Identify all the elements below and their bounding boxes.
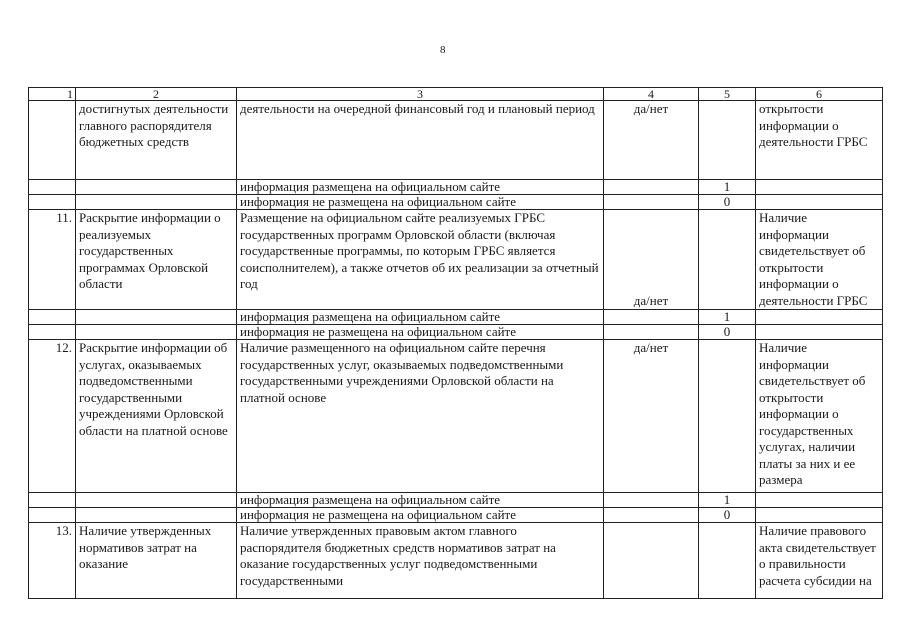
header-col-3: 3 <box>237 88 604 101</box>
row-number: 13. <box>29 523 76 599</box>
row-name: Раскрытие информации о реализуемых государственных программах Орловской области <box>76 210 237 310</box>
option-score: 0 <box>699 508 756 523</box>
row-score <box>699 210 756 310</box>
option-text: информация не размещена на официальном сайте <box>237 195 604 210</box>
option-text: информация не размещена на официальном сайте <box>237 325 604 340</box>
table-row <box>29 523 883 599</box>
row-score <box>699 523 756 599</box>
option-text: информация размещена на официальном сайте <box>237 493 604 508</box>
option-score: 1 <box>699 180 756 195</box>
row-format: да/нет <box>604 210 699 310</box>
header-col-2: 2 <box>76 88 237 101</box>
option-score: 1 <box>699 310 756 325</box>
header-col-5: 5 <box>699 88 756 101</box>
option-row <box>29 195 883 210</box>
option-row <box>29 310 883 325</box>
page-number: 8 <box>440 44 446 56</box>
option-text: информация размещена на официальном сайте <box>237 180 604 195</box>
row-description: деятельности на очередной финансовый год и плановый период <box>237 101 604 180</box>
option-row <box>29 508 883 523</box>
row-note: Наличие информации свидетельствует об открытости информации о деятельности ГРБС <box>756 210 883 310</box>
row-description: Наличие размещенного на официальном сайте перечня государственных услуг, оказываемых подведомственными государственными учреждениями Орловской области на платной основе <box>237 340 604 493</box>
row-name: Наличие утвержденных нормативов затрат на оказание <box>76 523 237 599</box>
row-name: Раскрытие информации об услугах, оказываемых подведомственными государственными учреждениями Орловской области на платной основе <box>76 340 237 493</box>
row-format: да/нет <box>604 340 699 493</box>
row-note: Наличие информации свидетельствует об открытости информации о государственных услугах, наличии платы за них и ее размера <box>756 340 883 493</box>
header-col-1: 1 <box>29 88 76 101</box>
option-row <box>29 180 883 195</box>
row-score <box>699 340 756 493</box>
table-row <box>29 210 883 310</box>
option-row <box>29 325 883 340</box>
row-description: Размещение на официальном сайте реализуемых ГРБС государственных программ Орловской области (включая государственные программы, по которым ГРБС является соисполнителем), а также отчетов об их реализации за отчетный год <box>237 210 604 310</box>
row-number: 12. <box>29 340 76 493</box>
option-score: 1 <box>699 493 756 508</box>
criteria-table <box>28 87 883 599</box>
option-row <box>29 493 883 508</box>
header-row <box>29 88 883 101</box>
row-score <box>699 101 756 180</box>
header-col-6: 6 <box>756 88 883 101</box>
option-score: 0 <box>699 325 756 340</box>
row-description: Наличие утвержденных правовым актом главного распорядителя бюджетных средств нормативов затрат на оказание государственных услуг подведомственными государственными <box>237 523 604 599</box>
table-row <box>29 101 883 180</box>
option-text: информация размещена на официальном сайте <box>237 310 604 325</box>
row-name: достигнутых деятельности главного распорядителя бюджетных средств <box>76 101 237 180</box>
row-note: Наличие правового акта свидетельствует о правильности расчета субсидии на <box>756 523 883 599</box>
option-text: информация не размещена на официальном сайте <box>237 508 604 523</box>
table-row <box>29 340 883 493</box>
row-number <box>29 101 76 180</box>
row-format: да/нет <box>604 101 699 180</box>
option-score: 0 <box>699 195 756 210</box>
row-note: открытости информации о деятельности ГРБС <box>756 101 883 180</box>
row-number: 11. <box>29 210 76 310</box>
header-col-4: 4 <box>604 88 699 101</box>
row-format <box>604 523 699 599</box>
